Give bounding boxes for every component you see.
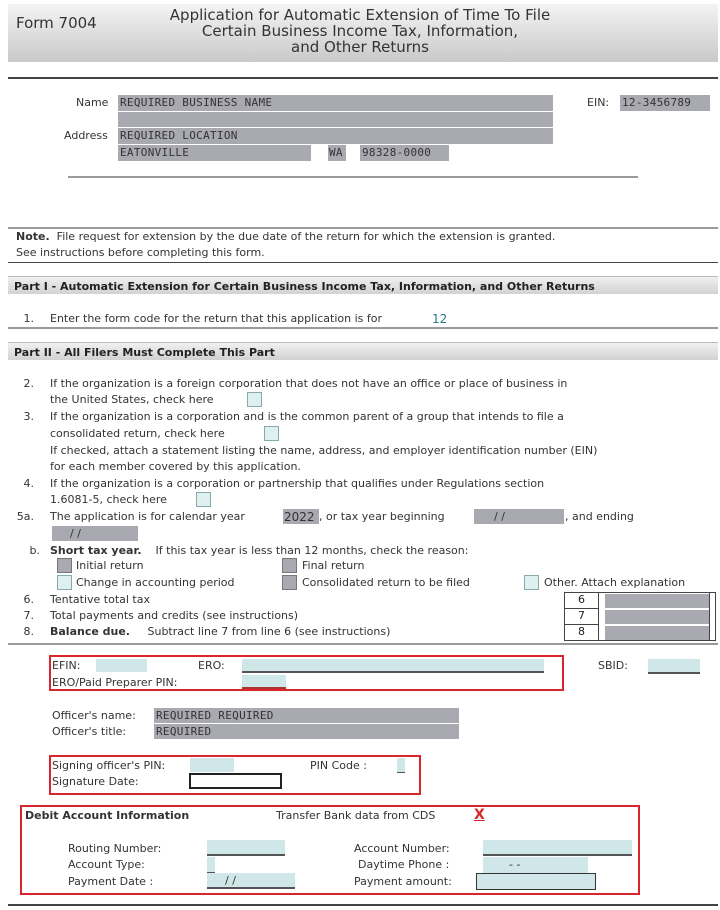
short-tax-year-text: If this tax year is less than 12 months, check the reason: — [155, 544, 469, 557]
calendar-year-field[interactable]: 2022 — [283, 509, 319, 524]
pin-code-field[interactable] — [397, 758, 405, 773]
routing-label: Routing Number: — [68, 842, 162, 855]
pin-code-label: PIN Code : — [310, 759, 367, 772]
total-payments-field[interactable] — [605, 610, 709, 624]
balance-due-field[interactable] — [605, 626, 709, 640]
note-line-2: See instructions before completing this form. — [16, 246, 265, 259]
line8-box-label: 8 — [565, 625, 599, 641]
sbid-label: SBID: — [598, 659, 628, 672]
debit-account-title: Debit Account Information — [25, 809, 190, 822]
line2-text-b: the United States, check here — [50, 393, 214, 406]
efin-field[interactable] — [96, 659, 147, 672]
ein-label: EIN: — [587, 96, 610, 109]
line7-box-label: 7 — [565, 609, 599, 625]
line5b-number: b. — [29, 544, 40, 557]
note-text: File request for extension by the due date of the return for which the extension is granted. — [56, 230, 556, 243]
line5a-text-b: , or tax year beginning — [319, 510, 445, 523]
sbid-field[interactable] — [648, 659, 700, 674]
transfer-bank-toggle[interactable]: X — [474, 807, 485, 823]
account-type-field[interactable] — [207, 857, 215, 873]
line8-text — [50, 625, 390, 638]
payment-date-label: Payment Date : — [68, 875, 154, 888]
form-title — [120, 7, 600, 55]
ero-label: ERO: — [198, 659, 225, 672]
line6-box-label: 6 — [565, 593, 599, 609]
line2-text-a: If the organization is a foreign corporation that does not have an office or place of business in — [50, 377, 568, 390]
footer-divider — [8, 904, 718, 906]
initial-return-checkbox[interactable] — [57, 558, 72, 573]
part1-divider — [8, 327, 718, 329]
line6-text: Tentative total tax — [50, 593, 150, 606]
officer-title-field[interactable]: REQUIRED — [154, 724, 459, 739]
other-checkbox[interactable] — [524, 575, 539, 590]
line7-text: Total payments and credits (see instructions) — [50, 609, 299, 622]
line5b-text — [50, 544, 468, 557]
initial-return-label: Initial return — [76, 559, 144, 572]
daytime-phone-label: Daytime Phone : — [358, 858, 450, 871]
officer-name-label: Officer's name: — [52, 709, 136, 722]
zip-field[interactable]: 98328-0000 — [360, 145, 449, 161]
line5a-number: 5a. — [16, 510, 34, 523]
account-number-label: Account Number: — [354, 842, 450, 855]
address-field[interactable]: REQUIRED LOCATION — [118, 128, 553, 144]
note-bottom-divider — [8, 262, 718, 263]
tax-year-end-field[interactable]: / / — [52, 526, 138, 541]
preparer-pin-label: ERO/Paid Preparer PIN: — [52, 676, 178, 689]
change-accounting-checkbox[interactable] — [57, 575, 72, 590]
change-accounting-label: Change in accounting period — [76, 576, 235, 589]
routing-number-field[interactable] — [207, 840, 285, 856]
payment-date-field[interactable]: / / — [207, 873, 295, 889]
ero-field[interactable] — [242, 659, 544, 673]
consolidated-filed-label: Consolidated return to be filed — [302, 576, 470, 589]
daytime-phone-field[interactable]: - - — [483, 857, 588, 873]
payment-amount-label: Payment amount: — [354, 875, 452, 888]
tentative-tax-field[interactable] — [605, 594, 709, 608]
line4-text-a: If the organization is a corporation or partnership that qualifies under Regulations section — [50, 477, 545, 490]
title-line-3: and Other Returns — [291, 38, 429, 56]
line8-number: 8. — [23, 625, 34, 638]
ein-field[interactable]: 12-3456789 — [620, 95, 710, 111]
consolidated-filed-checkbox[interactable] — [282, 575, 297, 590]
account-number-field[interactable] — [483, 840, 632, 856]
note-bold: Note. — [16, 230, 50, 243]
line1-text: Enter the form code for the return that this application is for — [50, 312, 383, 325]
foreign-corp-checkbox[interactable] — [247, 392, 262, 407]
balance-due-bold: Balance due. — [50, 625, 130, 638]
final-return-checkbox[interactable] — [282, 558, 297, 573]
entity-divider — [68, 176, 638, 178]
tax-year-begin-field[interactable]: / / — [474, 509, 564, 524]
form-number: Form 7004 — [16, 14, 97, 32]
line3-text-d: for each member covered by this application. — [50, 460, 301, 473]
signature-date-label: Signature Date: — [52, 775, 139, 788]
other-label: Other. Attach explanation — [544, 576, 686, 589]
line5a-text: The application is for calendar year — [50, 510, 245, 523]
signing-pin-label: Signing officer's PIN: — [52, 759, 166, 772]
amount-table-edge — [709, 593, 710, 641]
line2-number: 2. — [23, 377, 34, 390]
line5a-text-c: , and ending — [565, 510, 634, 523]
address-label: Address — [64, 129, 108, 142]
part2-header: Part II - All Filers Must Complete This Part — [8, 342, 718, 360]
line7-number: 7. — [23, 609, 34, 622]
business-name-line2-field[interactable] — [118, 112, 553, 127]
line6-number: 6. — [23, 593, 34, 606]
note-top-divider — [8, 227, 718, 229]
line3-text-c: If checked, attach a statement listing the name, address, and employer identification number (EIN) — [50, 444, 598, 457]
efin-label: EFIN: — [52, 659, 81, 672]
line3-text-b: consolidated return, check here — [50, 427, 225, 440]
note-line-1 — [16, 230, 555, 243]
short-tax-year-bold: Short tax year. — [50, 544, 142, 557]
officer-title-label: Officer's title: — [52, 725, 127, 738]
account-type-label: Account Type: — [68, 858, 145, 871]
final-return-label: Final return — [302, 559, 365, 572]
preparer-pin-field[interactable] — [242, 675, 286, 689]
city-field[interactable]: EATONVILLE — [118, 145, 311, 161]
state-field[interactable]: WA — [328, 145, 346, 161]
title-line-1: Application for Automatic Extension of Time To File — [169, 6, 551, 24]
name-label: Name — [76, 96, 109, 109]
part2-divider — [8, 643, 718, 645]
header-divider — [8, 77, 718, 79]
consolidated-return-checkbox[interactable] — [264, 426, 279, 441]
officer-name-field[interactable]: REQUIRED REQUIRED — [154, 708, 459, 723]
part1-header: Part I - Automatic Extension for Certain Business Income Tax, Information, and Other Returns — [8, 276, 718, 294]
form-code-field[interactable]: 12 — [432, 312, 448, 326]
signature-date-field[interactable] — [189, 773, 282, 789]
payment-amount-field[interactable] — [476, 873, 596, 890]
line3-text-a: If the organization is a corporation and is the common parent of a group that intends to file a — [50, 410, 564, 423]
regulations-checkbox[interactable] — [196, 492, 211, 507]
line4-number: 4. — [23, 477, 34, 490]
title-line-2: Certain Business Income Tax, Information, — [201, 22, 519, 40]
amount-table — [564, 592, 716, 641]
transfer-bank-label: Transfer Bank data from CDS — [276, 809, 436, 822]
line4-text-b: 1.6081-5, check here — [50, 493, 167, 506]
line1-number: 1. — [23, 312, 34, 325]
balance-due-text: Subtract line 7 from line 6 (see instructions) — [147, 625, 391, 638]
signing-pin-field[interactable] — [190, 758, 234, 772]
line3-number: 3. — [23, 410, 34, 423]
business-name-field[interactable]: REQUIRED BUSINESS NAME — [118, 95, 553, 111]
